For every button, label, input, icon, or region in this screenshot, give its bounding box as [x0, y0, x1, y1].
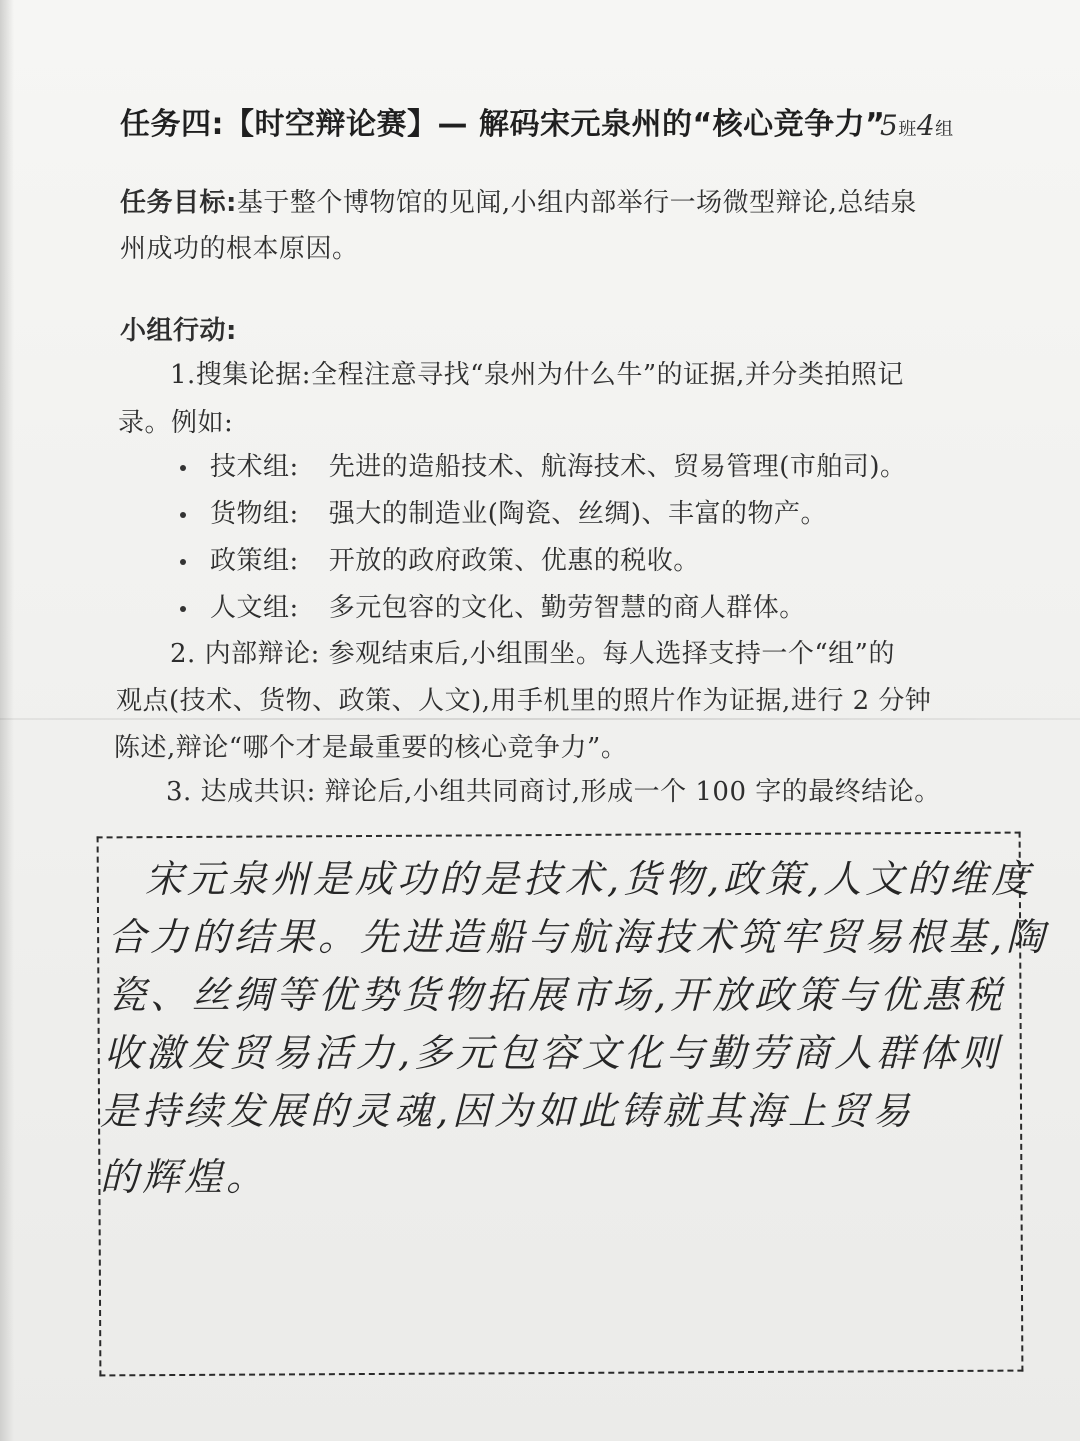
bullet-text: 先进的造船技术、航海技术、贸易管理(市舶司)。 [328, 452, 907, 482]
bullet-dot [180, 559, 186, 565]
bullet-text: 多元包容的文化、勤劳智慧的商人群体。 [328, 593, 806, 623]
bullet-dot [180, 512, 186, 518]
bullet-text: 开放的政府政策、优惠的税收。 [328, 546, 700, 576]
bullet-label: 技术组: [210, 452, 299, 482]
handwritten-line-6: 的辉煌。 [100, 1155, 269, 1199]
bullet-dot [180, 606, 186, 612]
step2-line-1: 2. 内部辩论: 参观结束后,小组围坐。每人选择支持一个“组”的 [170, 639, 895, 669]
handwritten-line-3: 瓷、丝绸等优势货物拓展市场,开放政策与优惠税 [108, 973, 1007, 1017]
class-number: 5 [880, 109, 899, 142]
step2-line-3: 陈述,辩论“哪个才是最重要的核心竞争力”。 [114, 733, 628, 763]
handwritten-line-2: 合力的结果。先进造船与航海技术筑牢贸易根基,陶 [108, 915, 1049, 959]
class-label: 班 [898, 119, 917, 140]
step1-line-1: 1.搜集论据:全程注意寻找“泉州为什么牛”的证据,并分类拍照记 [170, 360, 904, 390]
paper-fold-line [0, 718, 1080, 720]
bullet-dot [180, 465, 186, 471]
bullet-label: 货物组: [210, 499, 299, 529]
handwritten-line-1: 宋元泉州是成功的是技术,货物,政策,人文的维度 [145, 857, 1034, 901]
task-title: 任务四:【时空辩论赛】— 解码宋元泉州的“核心竞争力” [120, 107, 886, 142]
goal-line-1 [120, 190, 917, 216]
bullet-item-tech [210, 454, 907, 480]
group-number: 4 [916, 109, 936, 142]
handwritten-line-4: 收激发贸易活力,多元包容文化与勤劳商人群体则 [104, 1031, 1003, 1075]
bullet-item-goods [210, 501, 827, 527]
bullet-label: 政策组: [210, 546, 299, 576]
group-label: 组 [935, 119, 954, 140]
bullet-label: 人文组: [210, 593, 299, 623]
step3-line-1: 3. 达成共识: 辩论后,小组共同商讨,形成一个 100 字的最终结论。 [166, 777, 941, 807]
actions-label: 小组行动: [120, 316, 237, 346]
bullet-item-culture [210, 595, 806, 621]
handwritten-line-5: 是持续发展的灵魂,因为如此铸就其海上贸易 [100, 1089, 915, 1133]
class-group-handwritten [880, 109, 954, 142]
bullet-text: 强大的制造业(陶瓷、丝绸)、丰富的物产。 [328, 499, 828, 529]
goal-label: 任务目标: [120, 188, 237, 218]
bullet-item-policy [210, 548, 700, 574]
step1-line-2: 录。例如: [118, 408, 234, 438]
goal-text-1: 基于整个博物馆的见闻,小组内部举行一场微型辩论,总结泉 [236, 188, 917, 218]
step2-line-2: 观点(技术、货物、政策、人文),用手机里的照片作为证据,进行 2 分钟 [116, 686, 932, 716]
goal-line-2: 州成功的根本原因。 [120, 234, 359, 264]
